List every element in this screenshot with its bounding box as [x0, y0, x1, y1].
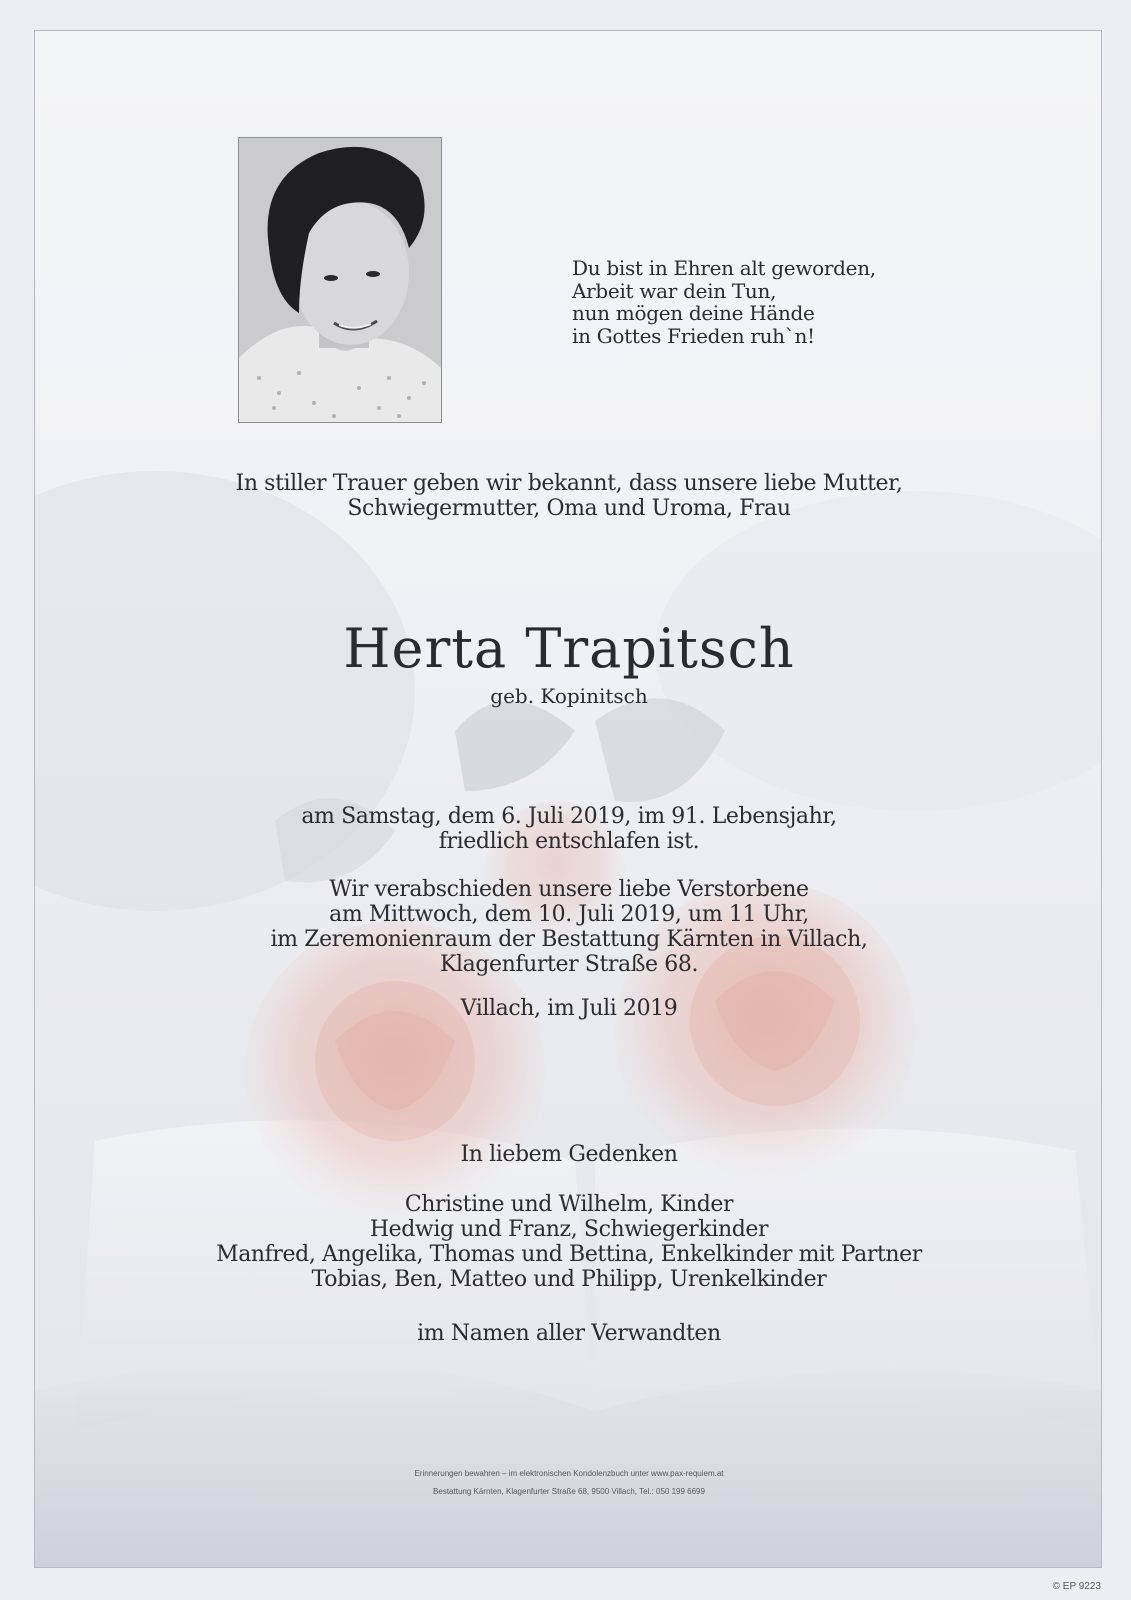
closing-text: im Namen aller Verwandten — [417, 1321, 721, 1346]
death-notice-line: am Samstag, dem 6. Juli 2019, im 91. Lebensjahr, — [301, 804, 837, 829]
leaf-dark-1 — [455, 701, 575, 791]
closing — [35, 1321, 1102, 1346]
mourner-line: Manfred, Angelika, Thomas und Bettina, Enkelkinder mit Partner — [216, 1242, 922, 1267]
portrait-image — [239, 138, 441, 422]
verse-line: Arbeit war dein Tun, — [572, 278, 777, 303]
print-code: © EP 9223 — [1052, 1581, 1101, 1592]
mourner-line: Christine und Wilhelm, Kinder — [404, 1192, 734, 1217]
verse-line: in Gottes Frieden ruh`n! — [572, 323, 815, 348]
verse-line: Du bist in Ehren alt geworden, — [572, 256, 876, 280]
obituary-frame — [34, 30, 1102, 1568]
death-notice — [35, 804, 1102, 854]
farewell-info — [35, 877, 1102, 977]
mourner-line: Hedwig und Franz, Schwiegerkinder — [369, 1217, 769, 1242]
mourner-line: Tobias, Ben, Matteo und Philipp, Urenkelkinder — [311, 1267, 827, 1292]
place-date-text: Villach, im Juli 2019 — [460, 996, 678, 1021]
death-notice-line: friedlich entschlafen ist. — [438, 829, 700, 854]
remembrance-text: In liebem Gedenken — [460, 1142, 678, 1167]
memorial-verse — [572, 257, 876, 347]
announcement — [35, 471, 1102, 521]
farewell-line: im Zeremonienraum der Bestattung Kärnten in Villach, — [270, 927, 868, 952]
footer-address-line: Bestattung Kärnten, Klagenfurter Straße 68, 9500 Villach, Tel.: 050 199 6699 — [433, 1487, 705, 1496]
remembrance-heading — [35, 1142, 1102, 1167]
place-date — [35, 996, 1102, 1021]
farewell-line: Wir verabschieden unsere liebe Verstorbene — [329, 877, 809, 902]
mourners-list — [35, 1192, 1102, 1292]
maiden-name: geb. Kopinitsch — [490, 684, 648, 708]
portrait-photo — [238, 137, 442, 423]
footer-condolence-line: Erinnerungen bewahren – im elektronischen Kondolenzbuch unter www.pax-requiem.at — [414, 1469, 724, 1478]
farewell-line: am Mittwoch, dem 10. Juli 2019, um 11 Uhr, — [329, 902, 809, 927]
announcement-line: Schwiegermutter, Oma und Uroma, Frau — [347, 496, 791, 521]
verse-line: nun mögen deine Hände — [572, 301, 815, 325]
announcement-line: In stiller Trauer geben wir bekannt, dass unsere liebe Mutter, — [235, 471, 903, 496]
farewell-line: Klagenfurter Straße 68. — [439, 952, 699, 977]
deceased-name: Herta Trapitsch — [343, 617, 795, 680]
